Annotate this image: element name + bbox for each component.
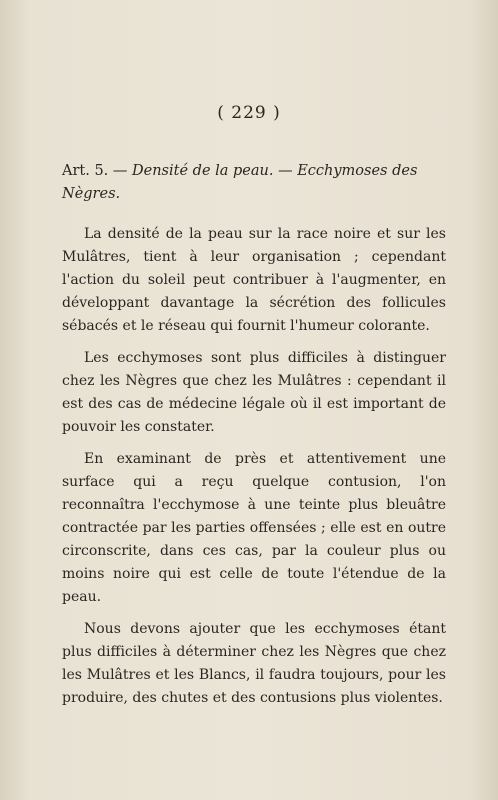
article-title-part2: — Ecchymoses des Nègres. [62,163,418,202]
article-heading [62,160,446,206]
paragraph-2: Les ecchymoses sont plus difficiles à distinguer chez les Nègres que chez les Mulâtres : cependant il est des cas de médecine légale où il est important de pouvoir les constater. [62,350,446,435]
paragraph-1: La densité de la peau sur la race noire et sur les Mulâtres, tient à leur organisation ; cependant l'action du soleil peut contribuer à l'augmenter, en développant davantage la sécrétion des follicules sébacés et le réseau qui fournit l'humeur colorante. [62,226,446,334]
page-number: ( 229 ) [217,103,281,123]
paragraph-4: Nous devons ajouter que les ecchymoses étant plus difficiles à déterminer chez les Nègres que chez les Mulâtres et les Blancs, il faudra toujours, pour les produire, des chutes et des contusions plus violentes. [62,621,446,706]
paragraph-3: En examinant de près et attentivement une surface qui a reçu quelque contusion, l'on reconnaîtra l'ecchymose à une teinte plus bleuâtre contractée par les parties offensées ; elle est en outre circonscrite, dans ces cas, par la couleur plus ou moins noire qui est celle de toute l'étendue de la peau. [62,451,446,605]
article-body [62,223,446,710]
article-number: Art. 5. [62,163,109,179]
article-title-part1: — Densité de la peau. [112,163,274,179]
